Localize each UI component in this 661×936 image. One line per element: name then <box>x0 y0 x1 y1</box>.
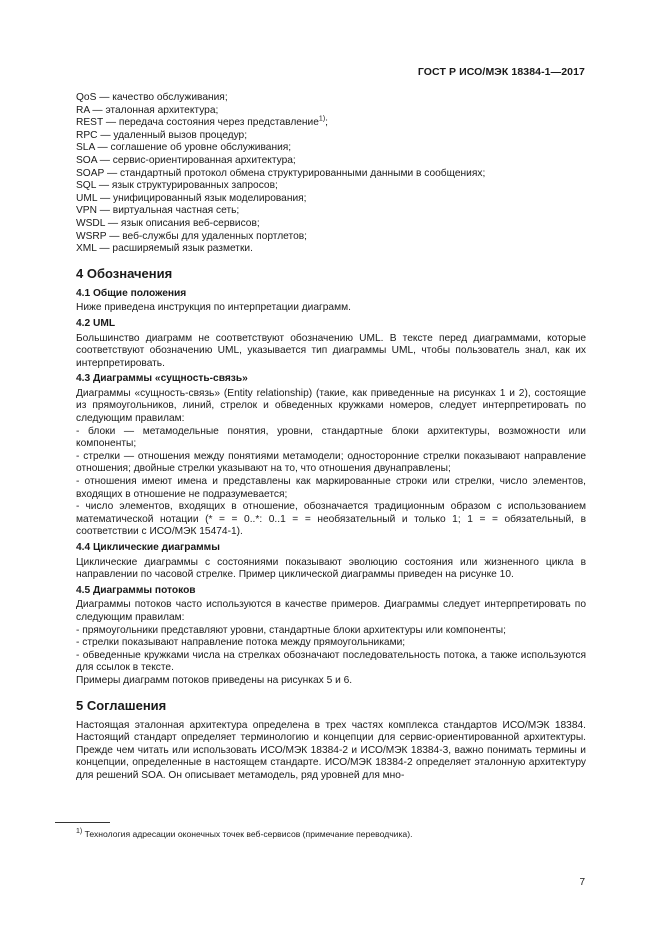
abbreviation-item: RA — эталонная архитектура; <box>76 104 219 116</box>
abbreviation-item: SQL — язык структурированных запросов; <box>76 180 278 192</box>
list-item: - стрелки — отношения между понятиями метамодели; односторонние стрелки показывают направление отношения; двойные стрелки указывают на то, что отношения двунаправлены; <box>76 450 586 475</box>
page-content <box>76 92 586 783</box>
abbreviation-tail: ; <box>325 117 328 129</box>
footnote-ref: 1) <box>318 115 326 123</box>
paragraph: Ниже приведена инструкция по интерпретации диаграмм. <box>76 302 351 314</box>
paragraph: Диаграммы «сущность-связь» (Entity relationship) (такие, как приведенные на рисунках 1 и 2), состоящие из прямоугольников, линий, стрелок и обведенных кружками номеров, следует интерпретировать по следующим правилам: <box>76 387 586 425</box>
abbreviation-item: RPC — удаленный вызов процедур; <box>76 129 248 141</box>
abbreviation-item: UML — унифицированный язык моделирования; <box>76 192 307 204</box>
section-4-5-title: 4.5 Диаграммы потоков <box>76 584 196 596</box>
abbreviation-item: QoS — качество обслуживания; <box>76 92 228 103</box>
abbreviation-item: XML — расширяемый язык разметки. <box>76 243 253 255</box>
abbreviation-text: REST — передача состояния через представление <box>76 117 319 129</box>
footnote-text: Технология адресации оконечных точек веб-сервисов (примечание переводчика). <box>82 829 413 839</box>
paragraph: Настоящая эталонная архитектура определена в трех частях комплекса стандартов ИСО/МЭК 18384. Настоящий стандарт определяет терминологию и концепции для сервис-ориентированной архитектуры. Прежде чем читать или использовать ИСО/МЭК 18384-2 и ИСО/МЭК 18384-3, важно понимать термины и концепции, определенные в настоящем стандарте. ИСО/МЭК 18384-2 определяет эталонную архитектуру для решений SOA. Он описывает метамодель, ряд уровней для мно- <box>76 719 586 781</box>
list-item: - блоки — метамодельные понятия, уровни, стандартные блоки архитектуры, возможности или компоненты; <box>76 425 586 450</box>
section-4-1-title: 4.1 Общие положения <box>76 287 187 299</box>
abbreviation-item: SOAP — стандартный протокол обмена структурированными данными в сообщениях; <box>76 167 486 179</box>
paragraph: Большинство диаграмм не соответствуют обозначению UML. В тексте перед диаграммами, которые соответствуют обозначению UML, указывается тип диаграммы UML, чтобы пользователь знал, как их интерпретировать. <box>76 332 586 369</box>
paragraph: Примеры диаграмм потоков приведены на рисунках 5 и 6. <box>76 674 353 686</box>
section-4-3-title: 4.3 Диаграммы «сущность-связь» <box>76 373 248 385</box>
document-header: ГОСТ Р ИСО/МЭК 18384-1—2017 <box>417 66 585 78</box>
abbreviation-item <box>76 117 586 130</box>
abbreviation-list <box>76 92 586 256</box>
section-5-title: 5 Соглашения <box>76 697 167 713</box>
footnote-divider <box>55 822 110 823</box>
paragraph: Диаграммы потоков часто используются в качестве примеров. Диаграммы следует интерпретировать по следующим правилам: <box>76 599 586 623</box>
section-4-4-title: 4.4 Циклические диаграммы <box>76 542 220 553</box>
abbreviation-item: WSDL — язык описания веб-сервисов; <box>76 217 260 229</box>
footnote <box>76 829 412 839</box>
abbreviation-item: VPN — виртуальная частная сеть; <box>76 205 240 217</box>
footnote-mark: 1) <box>76 828 83 836</box>
abbreviation-item: WSRP — веб-службы для удаленных портлетов; <box>76 230 307 242</box>
section-4-2-title: 4.2 UML <box>76 317 116 329</box>
list-item: - стрелки показывают направление потока между прямоугольниками; <box>76 637 406 649</box>
paragraph: Циклические диаграммы с состояниями показывают эволюцию состояния или жизненного цикла в направлении по часовой стрелке. Пример циклической диаграммы приведен на рисунке 10. <box>76 556 586 581</box>
list-item: - отношения имеют имена и представлены как маркированные строки или стрелки, число элементов, входящих в отношение не подразумевается; <box>76 476 586 500</box>
list-item: - число элементов, входящих в отношение, обозначается традиционным образом с использованием математической нотации (* = = 0..*: 0..1 = = необязательный и только 1; 1 = = обязательный, в соответствии с ИСО/МЭК 15474-1). <box>76 501 586 538</box>
abbreviation-item: SLA — соглашение об уровне обслуживания; <box>76 142 292 154</box>
page-number: 7 <box>579 877 585 888</box>
list-item: - прямоугольники представляют уровни, стандартные блоки архитектуры или компоненты; <box>76 624 506 636</box>
list-item: - обведенные кружками числа на стрелках обозначают последовательность потока, а также используются для ссылок в тексте. <box>76 649 586 674</box>
abbreviation-item: SOA — сервис-ориентированная архитектура; <box>76 154 296 166</box>
section-4-title: 4 Обозначения <box>76 265 173 281</box>
